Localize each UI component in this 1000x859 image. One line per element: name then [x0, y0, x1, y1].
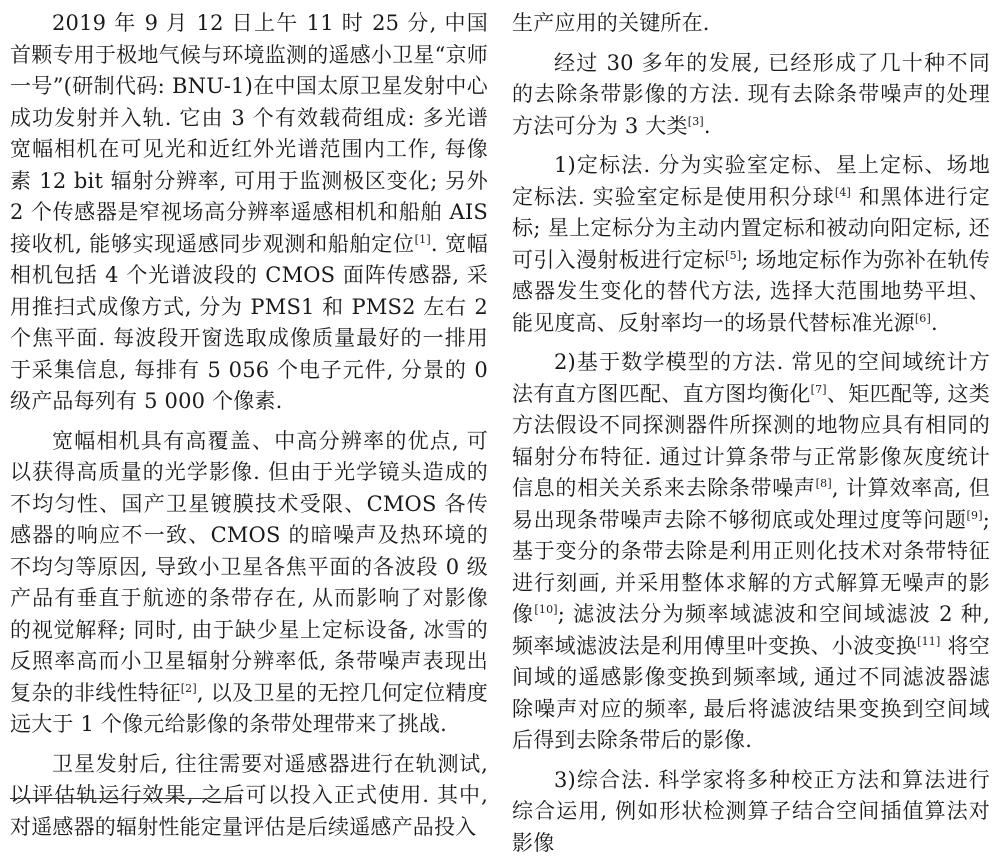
paragraph: [10, 8, 488, 418]
right-column: [512, 8, 990, 859]
text-run: 宽幅相机具有高覆盖、中高分辨率的优点, 可以获得高质量的光学影像. 但由于光学镜头造成的不均匀性、国产卫星镀膜技术受限、CMOS 各传感器的响应不一致、CMOS 的暗噪声及热环境的不均匀等原因, 导致小卫星各焦平面的各波段 0 级产品有垂直于航迹的条带存在, 从而影响了对影像的视觉解释; 同时, 由于缺少星上定标设备, 冰雪的反照率高而小卫星辐射分辨率低, 条带噪声表现出复杂的非线性特征: [10, 429, 488, 705]
text-run: 和黑体进行定标; 星上定标分为主动内置定标和被动向阳定标, 还可引入漫射板进行定标: [512, 185, 990, 272]
text-run: 、矩匹配等, 这类方法假设不同探测器件所探测的地物应具有相同的辐射分布特征. 通过计算条带与正常影像灰度统计信息的相关关系来去除条带噪声: [512, 382, 990, 501]
footnote-rule: [10, 798, 242, 799]
citation-ref: [4]: [835, 186, 851, 199]
paragraph: [512, 48, 990, 143]
paragraph: [512, 150, 990, 339]
citation-ref: [10]: [534, 603, 557, 616]
text-run: . 宽幅相机包括 4 个光谱波段的 CMOS 面阵传感器, 采用推扫式成像方式, 分为 PMS1 和 PMS2 左右 2 个焦平面. 每波段开窗选取成像质量最好的一排用于采集信息, 每排有 5 056 个电子元件, 分景的 0 级产品每列有 5 000 个像素.: [10, 232, 488, 414]
citation-ref: [6]: [915, 312, 931, 325]
text-run: 2019 年 9 月 12 日上午 11 时 25 分, 中国首颗专用于极地气候与环境监测的遥感小卫星“京师一号”(研制代码: BNU-1)在中国太原卫星发射中心成功发射并入轨. 它由 3 个有效载荷组成: 多光谱宽幅相机在可见光和近红外光谱范围内工作, 每像素 12 bit 辐射分辨率, 可用于监测极区变化; 另外 2 个传感器是窄视场高分辨率遥感相机和船舶 AIS 接收机, 能够实现遥感同步观测和船舶定位: [10, 11, 488, 256]
citation-ref: [11]: [917, 635, 940, 648]
text-run: ; 场地定标作为弥补在轨传感器发生变化的替代方法, 选择大范围地势平坦、能见度高、反射率均一的场景代替标准光源: [512, 248, 990, 335]
text-run: 将空间域的遥感影像变换到频率域, 通过不同滤波器滤除噪声对应的频率, 最后将滤波结果变换到空间域后得到去除条带后的影像.: [512, 634, 990, 753]
citation-ref: [5]: [725, 249, 741, 262]
citation-ref: [1]: [415, 233, 431, 246]
citation-ref: [8]: [816, 477, 832, 490]
text-run: ; 滤波法分为频率域滤波和空间域滤波 2 种, 频率域滤波法是利用傅里叶变换、小波变换: [512, 602, 990, 658]
citation-ref: [7]: [811, 383, 827, 396]
citation-ref: [9]: [967, 509, 983, 522]
citation-ref: [3]: [688, 115, 704, 128]
text-run: 生产应用的关键所在.: [512, 11, 710, 35]
text-run: .: [704, 114, 711, 138]
text-run: .: [931, 311, 938, 335]
text-run: 经过 30 多年的发展, 已经形成了几十种不同的去除条带影像的方法. 现有去除条带噪声的处理方法可分为 3 大类: [512, 51, 990, 138]
paragraph: [512, 765, 990, 859]
text-run: 1)定标法. 分为实验室定标、星上定标、场地定标法. 实验室定标是使用积分球: [512, 153, 990, 209]
left-column: [10, 8, 488, 843]
text-run: ; 基于变分的条带去除是利用正则化技术对条带特征进行刻画, 并采用整体求解的方式解算无噪声的影像: [512, 508, 990, 627]
text-run: 卫星发射后, 往往需要对遥感器进行在轨测试, 以评估轨运行效果, 之后可以投入正式使用. 其中, 对遥感器的辐射性能定量评估是后续遥感产品投入: [10, 752, 488, 839]
paragraph: [10, 749, 488, 844]
paragraph: [10, 426, 488, 741]
citation-ref: [2]: [181, 682, 197, 695]
text-run: 2)基于数学模型的方法. 常见的空间域统计方法有直方图匹配、直方图均衡化: [512, 350, 990, 406]
text-run: , 计算效率高, 但易出现条带噪声去除不够彻底或处理过度等问题: [512, 476, 990, 532]
text-run: , 以及卫星的无控几何定位精度远大于 1 个像元给影像的条带处理带来了挑战.: [10, 681, 488, 737]
paragraph: [512, 8, 990, 40]
paragraph: [512, 347, 990, 757]
text-run: 3)综合法. 科学家将多种校正方法和算法进行综合运用, 例如形状检测算子结合空间插值算法对影像: [512, 768, 990, 855]
